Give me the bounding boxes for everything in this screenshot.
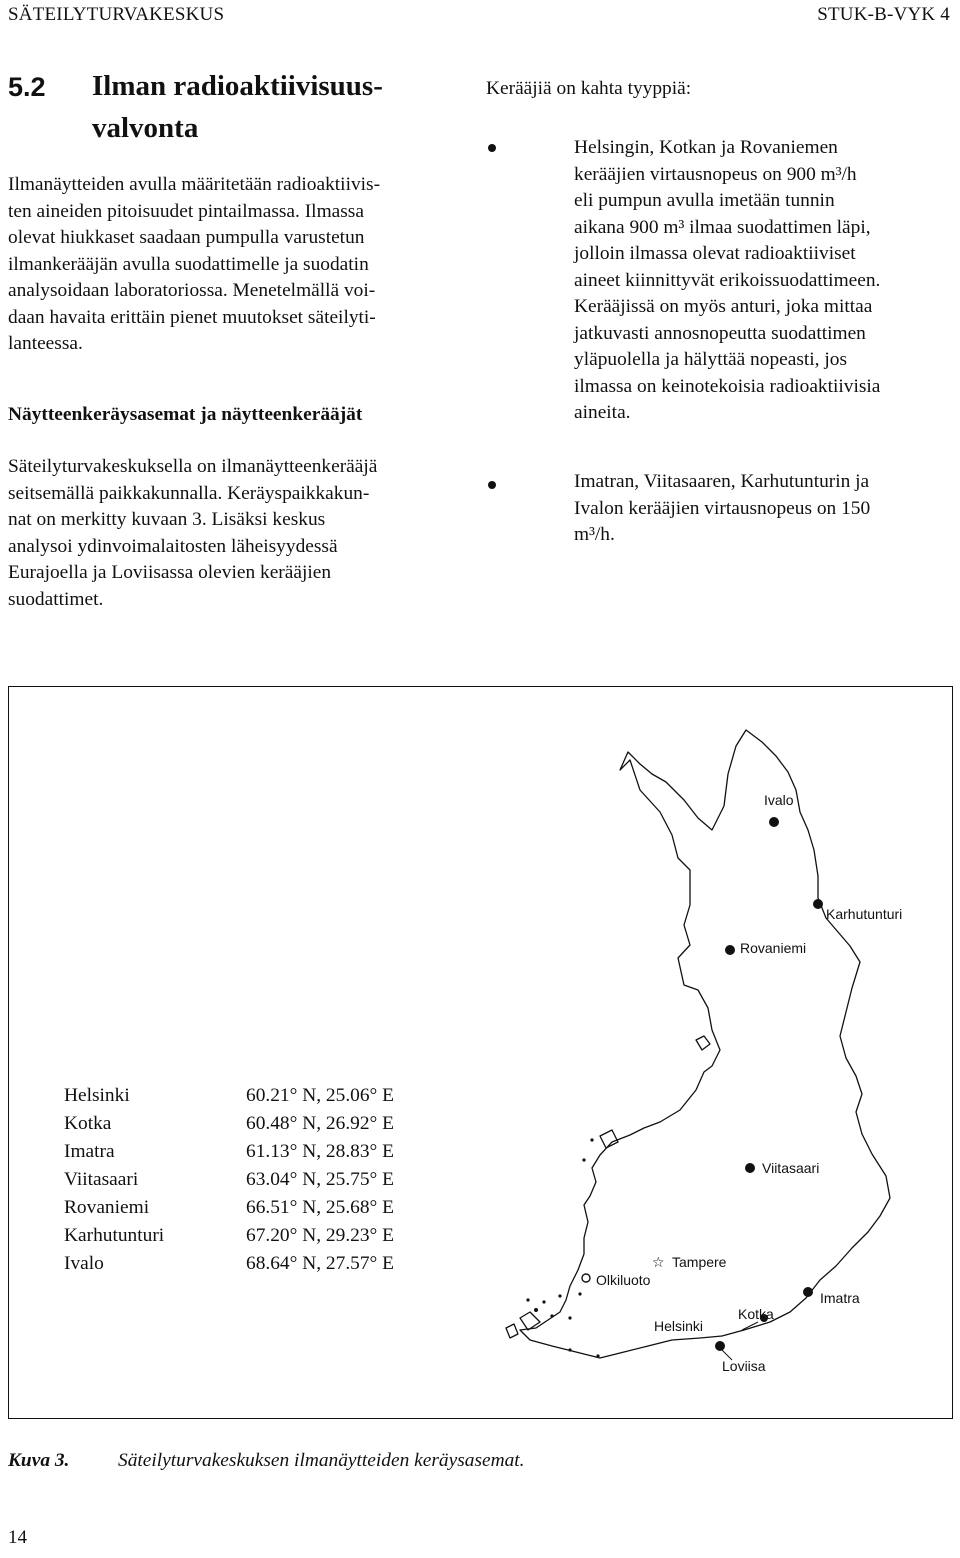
section-title-line2: valvonta — [92, 112, 199, 144]
text-line: Imatran, Viitasaaren, Karhutunturin ja — [574, 471, 870, 492]
map-label-olkiluoto: Olkiluoto — [596, 1272, 651, 1288]
station-coordinate: 63.04° N, 25.75° E — [246, 1169, 395, 1190]
text-line: jatkuvasti annosnopeutta suodattimen — [574, 322, 866, 344]
map-label-viitasaari: Viitasaari — [762, 1160, 820, 1176]
helsinki-marker — [715, 1341, 725, 1351]
figure-caption-label: Kuva 3. — [8, 1450, 70, 1471]
station-name: Viitasaari — [64, 1169, 139, 1190]
text-line: aikana 900 m³ ilmaa suodattimen läpi, — [574, 216, 871, 238]
station-name: Karhutunturi — [64, 1225, 165, 1246]
viitasaari-marker — [745, 1163, 755, 1173]
station-name: Rovaniemi — [64, 1197, 150, 1218]
station-name: Ivalo — [64, 1253, 104, 1274]
station-coordinate: 60.21° N, 25.06° E — [246, 1085, 395, 1106]
text-line: analysoidaan laboratoriossa. Menetelmällä voi- — [8, 280, 376, 301]
map-label-imatra: Imatra — [820, 1290, 860, 1306]
text-line: lanteessa. — [8, 333, 83, 354]
text-line: olevat hiukkaset saadaan pumpulla varustetun — [8, 227, 365, 248]
section-number: 5.2 — [8, 72, 46, 102]
text-line: nat on merkitty kuvaan 3. Lisäksi keskus — [8, 509, 326, 530]
figure-caption-text: Säteilyturvakeskuksen ilmanäytteiden keräysasemat. — [118, 1450, 525, 1471]
station-coordinate: 60.48° N, 26.92° E — [246, 1113, 395, 1134]
station-coordinate: 68.64° N, 27.57° E — [246, 1253, 395, 1274]
text-line: Ivalon kerääjien virtausnopeus on 150 — [574, 497, 871, 519]
map-label-helsinki: Helsinki — [654, 1318, 704, 1334]
text-line: ten aineiden pitoisuudet pintailmassa. Ilmassa — [8, 200, 364, 222]
map-label-loviisa: Loviisa — [722, 1358, 766, 1374]
subheading: Näytteenkeräysasemat ja näytteenkerääjät — [8, 404, 363, 425]
map-label-rovaniemi: Rovaniemi — [740, 940, 807, 956]
text-line: Säteilyturvakeskuksella on ilmanäytteenkerääjä — [8, 456, 378, 477]
tampere-star-icon: ☆ — [652, 1255, 665, 1271]
text-line: m³/h. — [574, 524, 615, 545]
text-line: seitsemällä paikkakunnalla. Keräyspaikkakun- — [8, 482, 370, 504]
imatra-marker — [803, 1287, 813, 1297]
text-line: ilmassa on keinotekoisia radioaktiivisia — [574, 375, 881, 397]
station-coordinate: 61.13° N, 28.83° E — [246, 1141, 395, 1162]
text-line: Helsingin, Kotkan ja Rovaniemen — [574, 137, 838, 158]
text-line: analysoi ydinvoimalaitosten läheisyydessä — [8, 535, 338, 557]
text-line: ilmankerääjän avulla suodattimelle ja suodatin — [8, 253, 369, 275]
map-label-tampere: Tampere — [672, 1254, 727, 1270]
text-line: jolloin ilmassa olevat radioaktiiviset — [574, 243, 856, 264]
text-line: Kerääjissä on myös anturi, joka mittaa — [574, 296, 873, 317]
text-line: kerääjien virtausnopeus on 900 m³/h — [574, 163, 857, 185]
page-number: 14 — [8, 1527, 27, 1548]
map-label-karhutunturi: Karhutunturi — [826, 906, 903, 922]
station-name: Kotka — [64, 1113, 112, 1134]
text-line: aineet kiinnittyvät erikoissuodattimeen. — [574, 269, 881, 291]
text-line: daan havaita erittäin pienet muutokset säteilyti- — [8, 306, 376, 328]
map-label-kotka: Kotka — [738, 1306, 774, 1322]
station-coordinate: 67.20° N, 29.23° E — [246, 1225, 395, 1246]
text-line: Eurajoella ja Loviisassa olevien kerääjien — [8, 562, 332, 583]
station-name: Helsinki — [64, 1085, 130, 1106]
text-line: eli pumpun avulla imetään tunnin — [574, 190, 835, 211]
running-header-left: SÄTEILYTURVAKESKUS — [8, 4, 225, 25]
text-line: aineita. — [574, 402, 631, 423]
karhutunturi-marker — [813, 899, 823, 909]
station-coordinate: 66.51° N, 25.68° E — [246, 1197, 395, 1218]
ivalo-marker — [769, 817, 779, 827]
text-line: Ilmanäytteiden avulla määritetään radioaktiivis- — [8, 174, 381, 195]
collector-types-intro: Kerääjiä on kahta tyyppiä: — [486, 78, 692, 99]
archipelago-islands — [526, 1138, 599, 1357]
station-name: Imatra — [64, 1141, 115, 1162]
rovaniemi-marker — [725, 945, 735, 955]
running-header-right: STUK-B-VYK 4 — [817, 4, 950, 25]
section-title-line1: Ilman radioaktiivisuus- — [92, 70, 383, 102]
text-line: yläpuolella ja hälyttää nopeasti, jos — [574, 349, 848, 370]
text-line: suodattimet. — [8, 588, 104, 610]
olkiluoto-marker — [582, 1274, 590, 1282]
map-label-ivalo: Ivalo — [764, 792, 794, 808]
